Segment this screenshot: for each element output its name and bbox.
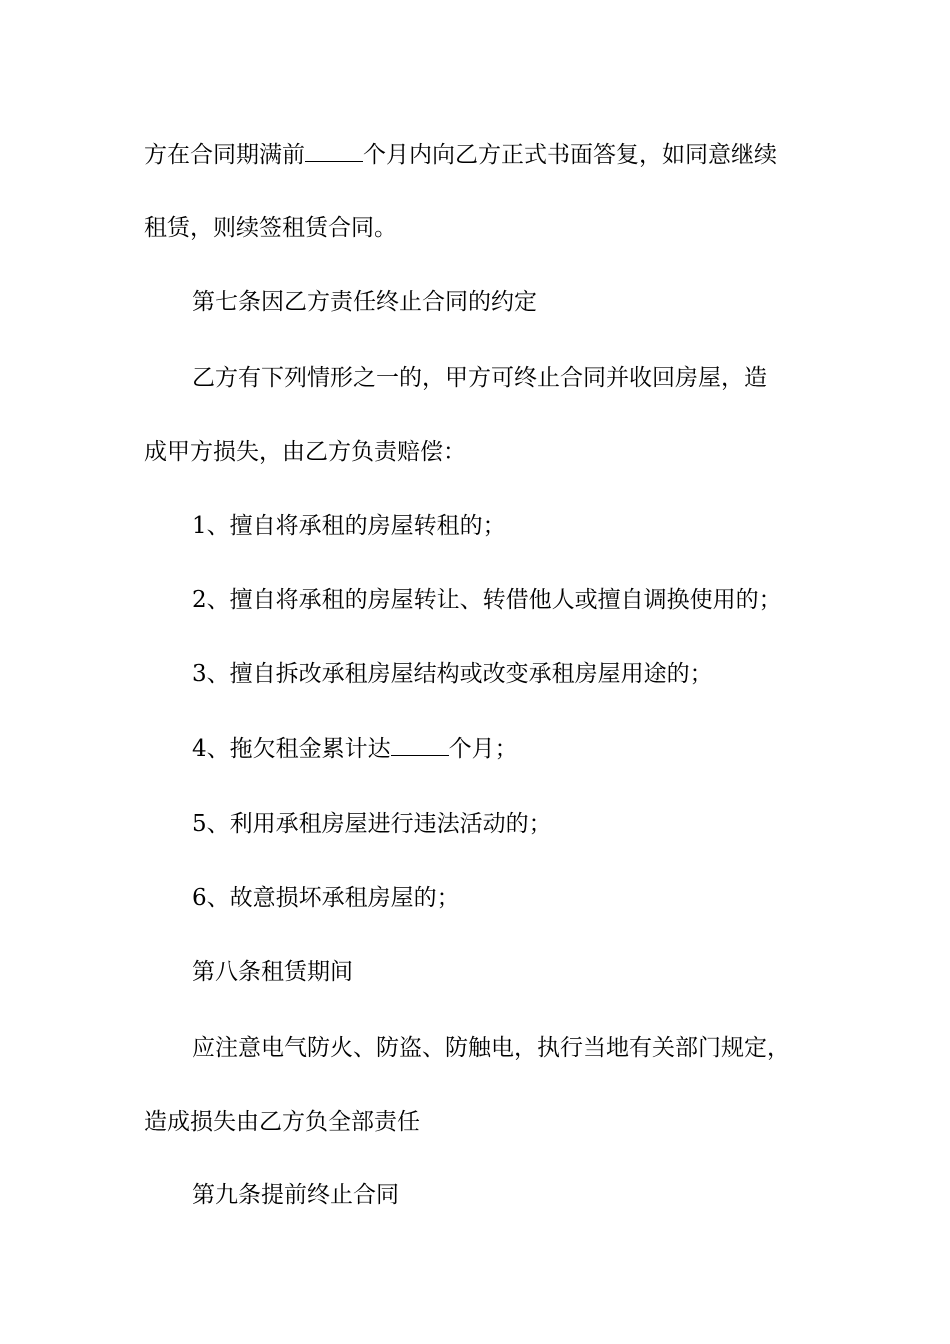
list-item [0,585,950,615]
line-text: 乙方有下列情形之一的，甲方可终止合同并收回房屋，造 [192,365,767,391]
section-heading [0,1180,950,1210]
paragraph-line [0,1033,950,1063]
list-item-text: 个月； [448,736,518,762]
list-item [0,659,950,689]
line-text: 造成损失由乙方负全部责任 [144,1109,420,1135]
line-text: 租赁，则续签租赁合同。 [144,215,397,241]
list-item-text: 5、利用承租房屋进行违法活动的； [192,811,552,837]
line-text: 方在合同期满前 [144,142,305,168]
list-item [0,883,950,913]
section-heading [0,287,950,317]
list-item [0,734,950,764]
list-item-text: 2、擅自将承租的房屋转让、转借他人或擅自调换使用的； [192,587,782,613]
list-item-text: 1、擅自将承租的房屋转租的； [192,513,506,539]
fill-in-blank [305,141,363,162]
section-heading [0,957,950,987]
list-item-text: 3、擅自拆改承租房屋结构或改变承租房屋用途的； [192,661,713,687]
line-text: 应注意电气防火、防盗、防触电，执行当地有关部门规定， [192,1035,790,1061]
heading-text: 第九条提前终止合同 [192,1182,399,1208]
paragraph-line [0,213,950,243]
paragraph-line [0,363,950,393]
paragraph-line [0,1107,950,1137]
list-item-text: 4、拖欠租金累计达 [192,736,391,762]
line-text: 成甲方损失，由乙方负责赔偿： [144,439,466,465]
line-text: 个月内向乙方正式书面答复，如同意继续 [363,142,777,168]
fill-in-blank [391,735,449,756]
list-item [0,809,950,839]
list-item [0,511,950,541]
heading-text: 第八条租赁期间 [192,959,353,985]
list-item-text: 6、故意损坏承租房屋的； [192,885,460,911]
paragraph-line [0,140,950,170]
heading-text: 第七条因乙方责任终止合同的约定 [192,289,537,315]
paragraph-line [0,437,950,467]
